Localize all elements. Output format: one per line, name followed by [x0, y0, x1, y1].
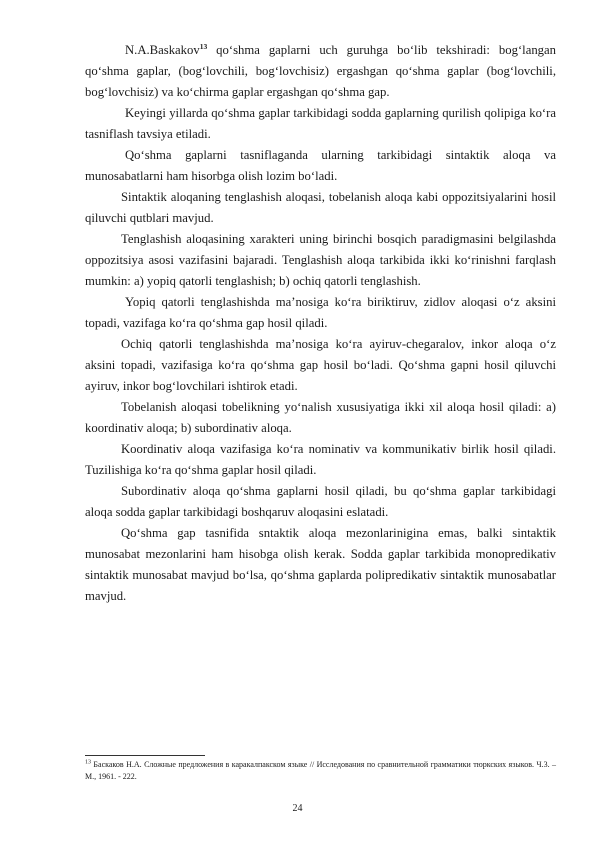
paragraph-6: Yopiq qatorli tenglashishda ma’nosiga ko‘ra biriktiruv, zidlov aloqasi o‘z aksini topadi, vazifaga ko‘ra qo‘shma gap hosil qiladi.	[85, 295, 556, 330]
paragraph-8: Tobelanish aloqasi tobelikning yo‘nalish xususiyatiga ikki xil aloqa hosil qiladi: a) koordinativ aloqa; b) subordinativ aloqa.	[85, 400, 556, 435]
paragraph-3: Qo‘shma gaplarni tasniflaganda ularning tarkibidagi sintaktik aloqa va munosabatlarni ham hisorbga olish lozim bo‘ladi.	[85, 148, 556, 183]
footnote-divider	[85, 755, 205, 756]
footnote	[85, 759, 556, 783]
footnote-text: Баскаков Н.А. Сложные предложения в каракалпакском языке // Исследования по сравнительной грамматики тюркских языков. Ч.3. –М., 1961. - 222.	[85, 760, 557, 781]
footnote-reference: 13	[199, 41, 208, 51]
paragraph-5: Tenglashish aloqasining xarakteri uning birinchi bosqich paradigmasini belgilashda oppozitsiya asosi vazifasini bajaradi. Tenglashish aloqa tarkibida ikki ko‘rinishni farqlash mumkin: a) yopiq qatorli tenglashish; b) ochiq qatorli tenglashish.	[85, 232, 556, 288]
paragraph-10: Subordinativ aloqa qo‘shma gaplarni hosil qiladi, bu qo‘shma gaplar tarkibidagi aloqa sodda gaplar tarkibidagi boshqaruv aloqasini eslatadi.	[85, 484, 556, 519]
paragraph-2: Keyingi yillarda qo‘shma gaplar tarkibidagi sodda gaplarning qurilish qolipiga ko‘ra tasniflash tavsiya etiladi.	[85, 106, 556, 141]
page-number: 24	[292, 803, 303, 814]
paragraph-9: Koordinativ aloqa vazifasiga ko‘ra nominativ va kommunikativ birlik hosil qiladi. Tuzilishiga ko‘ra qo‘shma gaplar hosil qiladi.	[85, 442, 556, 477]
paragraph-4: Sintaktik aloqaning tenglashish aloqasi, tobelanish aloqa kabi oppozitsiyalarini hosil qiluvchi qutblari mavjud.	[85, 190, 556, 225]
paragraph-7: Ochiq qatorli tenglashishda ma’nosiga ko‘ra ayiruv-chegaralov, inkor aloqa o‘z aksini topadi, vazifasiga ko‘ra qo‘shma gap hosil bo‘ladi. Qo‘shma gapni hosil qiluvchi ayiruv, inkor bog‘lovchilari ishtirok etadi.	[85, 337, 556, 393]
author-name: N.A.Baskakov	[125, 43, 200, 57]
footnote-number: 13	[85, 759, 91, 766]
paragraph-1	[85, 40, 556, 103]
document-body	[85, 40, 556, 607]
paragraph-11: Qo‘shma gap tasnifida sntaktik aloqa mezonlarinigina emas, balki sintaktik munosabat mezonlarini ham hisobga olish kerak. Sodda gaplar tarkibida monopredikativ sintaktik munosabat mavjud bo‘lsa, qo‘shma gaplarda polipredikativ sintaktik munosabatlar mavjud.	[85, 526, 556, 603]
paragraph-text: qo‘shma gaplarni uch guruhga bo‘lib tekshiradi: bog‘langan qo‘shma gaplar, (bog‘lovchili, bog‘lovchisiz) ergashgan qo‘shma gaplar (bog‘lovchili, bog‘lovchisiz) va ko‘chirma gaplar ergashgan qo‘shma gap.	[85, 43, 556, 99]
